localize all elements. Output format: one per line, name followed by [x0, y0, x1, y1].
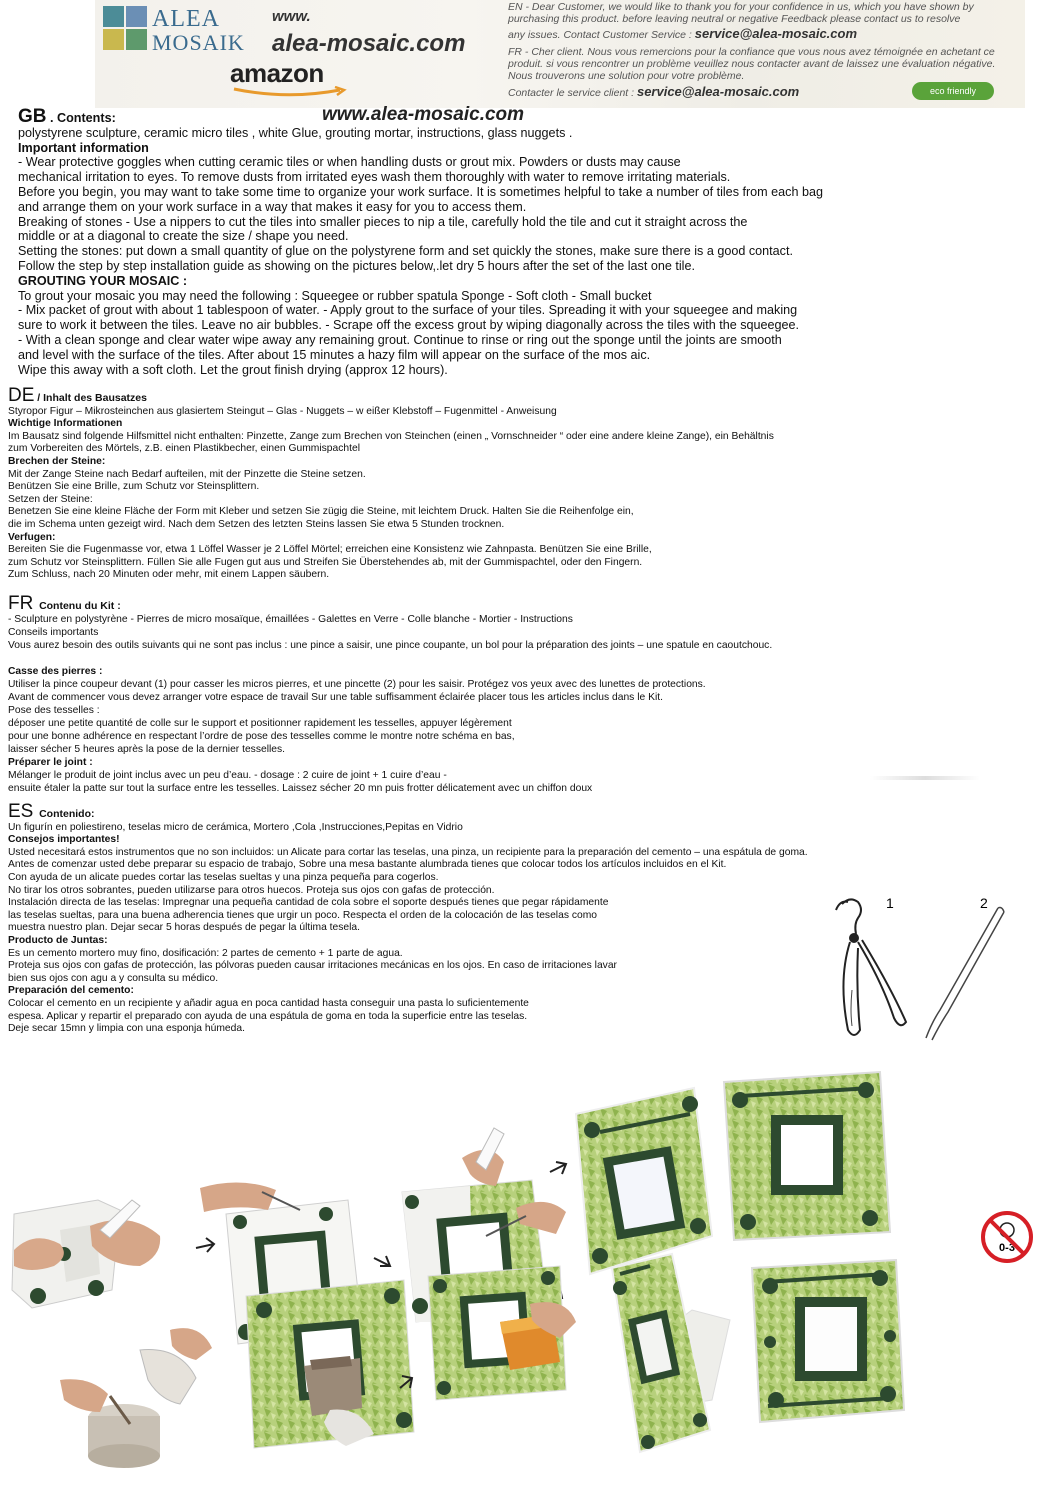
photo-step-1	[12, 1200, 160, 1308]
es-line: Con ayuda de un alicate puedes cortar las teselas sueltas y una pinza pequeña para cogerlos.	[8, 871, 439, 883]
es-line: muestra nuestro plan. Dejar secar 5 horas después de pegar la última tesela.	[8, 922, 361, 934]
glass-nugget	[682, 1096, 698, 1112]
de-line: Bereiten Sie die Fugenmasse vor, etwa 1 Löffel Wasser je 2 Löffel Mörtel; erreichen eine Konsistenz wie Zahnpasta. Benützen Sie eine Brille,	[8, 544, 652, 556]
es-line: bien sus ojos con agu a y consulta su médico.	[8, 972, 219, 984]
fr-line: Conseils importants	[8, 627, 99, 638]
photo-step-9	[612, 1254, 730, 1452]
eco-friendly-badge: eco friendly	[912, 82, 994, 100]
section-es	[8, 801, 808, 1036]
de-line: Mit der Zange Steine nach Bedarf aufteilen, mit der Pinzette die Steine setzen.	[8, 468, 366, 480]
notice-fr-line4	[508, 86, 799, 100]
gb-line: Wipe this away with a soft cloth. Let the grout finish drying (approx 12 hours).	[18, 362, 448, 377]
gb-line: To grout your mosaic you may need the following : Squeegee or rubber spatula Sponge - Soft cloth - Small bucket	[18, 288, 652, 303]
nippers-icon	[836, 899, 906, 1035]
notice-en-line2: purchasing this product. before leaving neutral or negative Feedback please contact us to resolve	[508, 13, 961, 25]
notice-fr-line1: FR - Cher client. Nous vous remercions pour la confiance que vous nous avez témoignée en achetant ce	[508, 46, 995, 58]
gb-line: sure to work it between the tiles. Leave no air bubbles. - Scrape off the excess grout by wiping diagonally across the tiles with the squeegee.	[18, 318, 800, 333]
glass-nugget	[862, 1210, 878, 1226]
fr-code: FR	[8, 593, 34, 614]
fr-heading	[8, 593, 772, 614]
fr-line: - Sculpture en polystyrène - Pierres de micro mosaïque, émaillées - Galettes en Verre - Colle blanche - Mortier - Instructions	[8, 614, 573, 625]
tools-illustration	[820, 890, 1030, 1050]
de-title: / Inhalt des Bausatzes	[37, 392, 147, 404]
glass-nugget	[768, 1392, 784, 1408]
brand-name-top: ALEA	[152, 6, 220, 32]
arrow-icon	[374, 1256, 390, 1266]
es-code: ES	[8, 801, 34, 822]
www-label: www.	[272, 8, 311, 25]
fr-line: Mélanger le produit de joint inclus avec un peu d’eau. - dosage : 2 cuire de joint + 1 cuire d’eau -	[8, 770, 447, 781]
glass-nugget	[319, 1207, 333, 1221]
tool-label-2: 2	[980, 895, 988, 911]
gb-line: Follow the step by step installation guide as showing on the pictures below,.let dry 5 hours after the set of the last one tile.	[18, 258, 695, 273]
es-line: Deje secar 15mn y limpia con una esponja húmeda.	[8, 1023, 245, 1035]
gb-line: polystyrene sculpture, ceramic micro tiles , white Glue, grouting mortar, instructions, glass nuggets .	[18, 125, 573, 140]
gb-line: GROUTING YOUR MOSAIC :	[18, 273, 188, 288]
gb-line: and level with the surface of the tiles. After about 15 minutes a hazy film will appear on the surface of the mos aic.	[18, 347, 651, 362]
fr-line: laisser sécher 5 heures après la pose de la dernier tesselles.	[8, 744, 286, 755]
de-line: die im Schema unten gezeigt wird. Nach dem Setzen des letzten Steins lassen Sie etwa 5 Stunden trocknen.	[8, 518, 505, 530]
brand-name-bottom: MOSAIK	[152, 30, 245, 55]
fr-line: déposer une petite quantité de colle sur le support et positionner rapidement les tesselles, appuyer légèrement	[8, 718, 512, 729]
logo-square-blue	[126, 6, 147, 27]
fr-line: pour une bonne adhérence en respectant l’ordre de pose des tesselles comme le montre notre schéma en bas,	[8, 731, 515, 742]
photo-step-5	[724, 1072, 890, 1240]
glass-nugget	[256, 1302, 272, 1318]
glass-nugget	[880, 1386, 896, 1402]
logo-square-green	[126, 29, 147, 50]
glass-nugget	[88, 1280, 104, 1296]
tool-label-1: 1	[886, 895, 894, 911]
de-line: Wichtige Informationen	[8, 418, 123, 430]
es-heading	[8, 801, 808, 822]
gb-line: - Mix packet of grout with about 1 tablespoon of water. - Apply grout to the surface of your tiles. Spreading it with your squeegee and making	[18, 303, 798, 318]
gb-line: Breaking of stones - Use a nippers to cut the tiles into smaller pieces to nip a tile, carefully hold the tile and cut it straight across the	[18, 214, 748, 229]
notice-en-text: any issues. Contact Customer Service :	[508, 29, 695, 41]
fr-line: ensuite étaler la patte sur tout la surface entre les tesselles. Laissez sécher 20 mn puis frotter délicatement avec un chiffon doux	[8, 783, 593, 794]
section-de	[8, 385, 774, 582]
arrow-icon	[550, 1162, 566, 1174]
es-line: Es un cemento mortero muy fino, dosificación: 2 partes de cemento + 1 parte de agua.	[8, 947, 403, 959]
amazon-logo: amazon	[230, 58, 324, 88]
de-line: Benetzen Sie eine kleine Fläche der Form mit Kleber und setzen Sie zügig die Steine, mit leichtem Druck. Halten Sie die Reihenfolge ein,	[8, 506, 634, 518]
es-line: Consejos importantes!	[8, 834, 120, 846]
glass-nugget	[740, 1214, 756, 1230]
glass-nugget	[613, 1281, 627, 1295]
fr-line: Pose des tesselles :	[8, 705, 100, 716]
gb-line: Before you begin, you may want to take some time to organize your work surface. It is sometimes helpful to take a number of tiles from each bag	[18, 184, 823, 199]
assembly-photo-sequence	[0, 1060, 1040, 1500]
gb-line: Setting the stones: put down a small quantity of glue on the polystyrene form and set quickly the stones, make sure there is a good contact.	[18, 244, 793, 259]
site-url-header[interactable]: alea-mosaic.com	[272, 30, 466, 57]
glass-nugget	[884, 1330, 896, 1342]
notice-fr-line2: produit. si vous rencontrer un problème veuillez nous contacter avant de laissez une évaluation négative.	[508, 58, 996, 70]
gb-code: GB	[18, 106, 47, 127]
glass-nugget	[233, 1215, 247, 1229]
fr-line: Utiliser la pince coupeur devant (1) pour casser les micros pierres, et une pincette (2) pour les saisir. Protégez vos yeux avec des lunettes de protections.	[8, 679, 706, 690]
glass-nugget	[541, 1271, 555, 1285]
de-line: zum Vorbereiten des Mörtels, z.B. einen Plastikbecher, einen Gummispachtel	[8, 443, 360, 455]
gb-line: Important information	[18, 140, 149, 155]
de-line: zum Schutz vor Steinsplittern. Füllen Sie alle Fugen gut aus und Streifen Sie Überstehendes ab, mit der Gummispachtel, oder den Fingern.	[8, 556, 643, 568]
amazon-smile-icon	[232, 86, 347, 98]
glass-nugget	[433, 1279, 447, 1293]
age-label: 0-3	[999, 1242, 1015, 1254]
fr-line	[8, 652, 772, 665]
arrow-icon	[196, 1238, 214, 1252]
section-gb	[18, 106, 823, 377]
notice-en-line1: EN - Dear Customer, we would like to thank you for your confidence in us, which you have shown by	[508, 1, 974, 13]
photo-step-4	[576, 1088, 712, 1274]
tweezers-icon	[926, 908, 1004, 1041]
fr-line: Préparer le joint :	[8, 757, 93, 768]
es-line: No tirar los otros sobrantes, pueden utilizarse para otros huecos. Proteja sus ojos con gafas de protección.	[8, 884, 495, 896]
es-line: Un figurín en poliestireno, teselas micro de cerámica, Mortero ,Cola ,Instrucciones,Pepitas en Vidrio	[8, 821, 463, 833]
photo-step-10	[752, 1260, 904, 1422]
es-line: las teselas sueltas, para una buena adherencia tienes que urgir un poco. Respecta el orden de la colocación de las teselas como	[8, 909, 598, 921]
gb-line: and arrange them on your work surface in a way that makes it easy for you to access them.	[18, 199, 527, 214]
logo-square-teal	[103, 6, 124, 27]
notice-en-line3	[508, 28, 857, 42]
gb-line: - With a clean sponge and clear water wipe away any remaining grout. Continue to rinse or ring out the sponge until the joints are smooth	[18, 332, 782, 347]
de-line: Zum Schluss, nach 20 Minuten oder mehr, mit einem Lappen säubern.	[8, 569, 330, 581]
de-line: Benützen Sie eine Brille, zum Schutz vor Steinsplittern.	[8, 481, 260, 493]
de-line: Styropor Figur – Mikrosteinchen aus glasiertem Steingut – Glas - Nuggets – w eißer Klebstoff – Fugenmittel - Anweisung	[8, 405, 557, 417]
glass-nugget	[732, 1092, 748, 1108]
de-heading	[8, 385, 774, 406]
de-line: Verfugen:	[8, 531, 56, 543]
glass-nugget	[412, 1298, 428, 1314]
gb-title: . Contents:	[50, 111, 116, 125]
divider	[870, 776, 980, 780]
photo-step-8	[428, 1266, 576, 1400]
glass-nugget	[592, 1248, 608, 1264]
glass-nugget	[30, 1288, 46, 1304]
es-line: Antes de comenzar usted debe preparar su espacio de trabajo, Sobre una mesa bastante alumbrada tienes que colocar todos los artículos incluidos en el Kit.	[8, 859, 727, 871]
notice-fr-email[interactable]: service@alea-mosaic.com	[636, 84, 800, 99]
glass-nugget	[762, 1278, 778, 1294]
glass-nugget	[764, 1336, 776, 1348]
gb-line: mechanical irritation to eyes. To remove dusts from irritated eyes wash them thoroughly with water to remove irritating materials.	[18, 170, 731, 185]
logo-square-yellow	[103, 29, 124, 50]
site-url[interactable]: www.alea-mosaic.com	[322, 104, 525, 125]
es-line: Usted necesitará estos instrumentos que no son incluidos: un Alicate para cortar las teselas, una pinza, un recipiente para la preparación del cemento – una espátula de goma.	[8, 846, 808, 858]
es-line: Producto de Juntas:	[8, 934, 108, 946]
es-title: Contenido:	[39, 808, 95, 820]
fr-line: Avant de commencer vous devez arranger votre espace de travail Sur une table suffisamment éclairée placer tous les articles inclus dans le Kit.	[8, 692, 663, 703]
photo-step-6	[60, 1328, 212, 1468]
photo-step-7	[246, 1280, 414, 1448]
notice-en-email[interactable]: service@alea-mosaic.com	[694, 26, 858, 41]
glass-nugget	[858, 1082, 874, 1098]
glass-nugget	[437, 1381, 451, 1395]
es-line: Proteja sus ojos con gafas de protección, las pólvoras pueden causar irritaciones mecánicas en los ojos. En caso de irritaciones lavar	[8, 960, 617, 972]
glass-nugget	[384, 1288, 400, 1304]
glass-nugget	[690, 1218, 706, 1234]
fr-line: Vous aurez besoin des outils suivants qui ne sont pas inclus : une pince a saisir, une pince coupante, un bol pour la préparation des joints – une spatule en caoutchouc.	[8, 640, 773, 651]
de-code: DE	[8, 385, 35, 406]
de-line: Brechen der Steine:	[8, 455, 106, 467]
glass-nugget	[872, 1270, 888, 1286]
gb-line: middle or at a diagonal to create the size / shape you need.	[18, 229, 349, 244]
es-line: espesa. Aplicar y repartir el preparado con ayuda de una espátula de goma en toda la superficie entre las teselas.	[8, 1010, 528, 1022]
glass-nugget	[641, 1435, 655, 1449]
glass-nugget	[396, 1412, 412, 1428]
section-fr	[8, 593, 773, 795]
es-line: Preparación del cemento:	[8, 985, 134, 997]
es-line: Instalación directa de las teselas: Impregnar una pequeña cantidad de cola sobre el soporte después tienes que pegar rápidamente	[8, 897, 609, 909]
notice-fr-text: Contacter le service client :	[508, 87, 637, 99]
glass-nugget	[693, 1413, 707, 1427]
fr-title: Contenu du Kit :	[39, 600, 121, 612]
de-line: Setzen der Steine:	[8, 493, 93, 505]
es-line: Colocar el cemento en un recipiente y añadir agua en poca cantidad hasta conseguir una pasta lo suficientemente	[8, 997, 529, 1009]
notice-fr-line3: Nous trouverons une solution pour votre problème.	[508, 70, 745, 82]
gb-line: - Wear protective goggles when cutting ceramic tiles or when handling dusts or grout mix. Powders or dusts may cause	[18, 155, 681, 170]
gb-heading	[18, 106, 823, 127]
glass-nugget	[405, 1195, 419, 1209]
fr-line: Casse des pierres :	[8, 666, 103, 677]
de-line: Im Bausatz sind folgende Hilfsmittel nicht enthalten: Pinzette, Zange zum Brechen von Steinchen (einen „ Vornschneider “ oder eine andere kleine Zange), ein Behältnis	[8, 430, 774, 442]
glass-nugget	[584, 1122, 600, 1138]
no-children-warning-icon	[980, 1210, 1034, 1264]
